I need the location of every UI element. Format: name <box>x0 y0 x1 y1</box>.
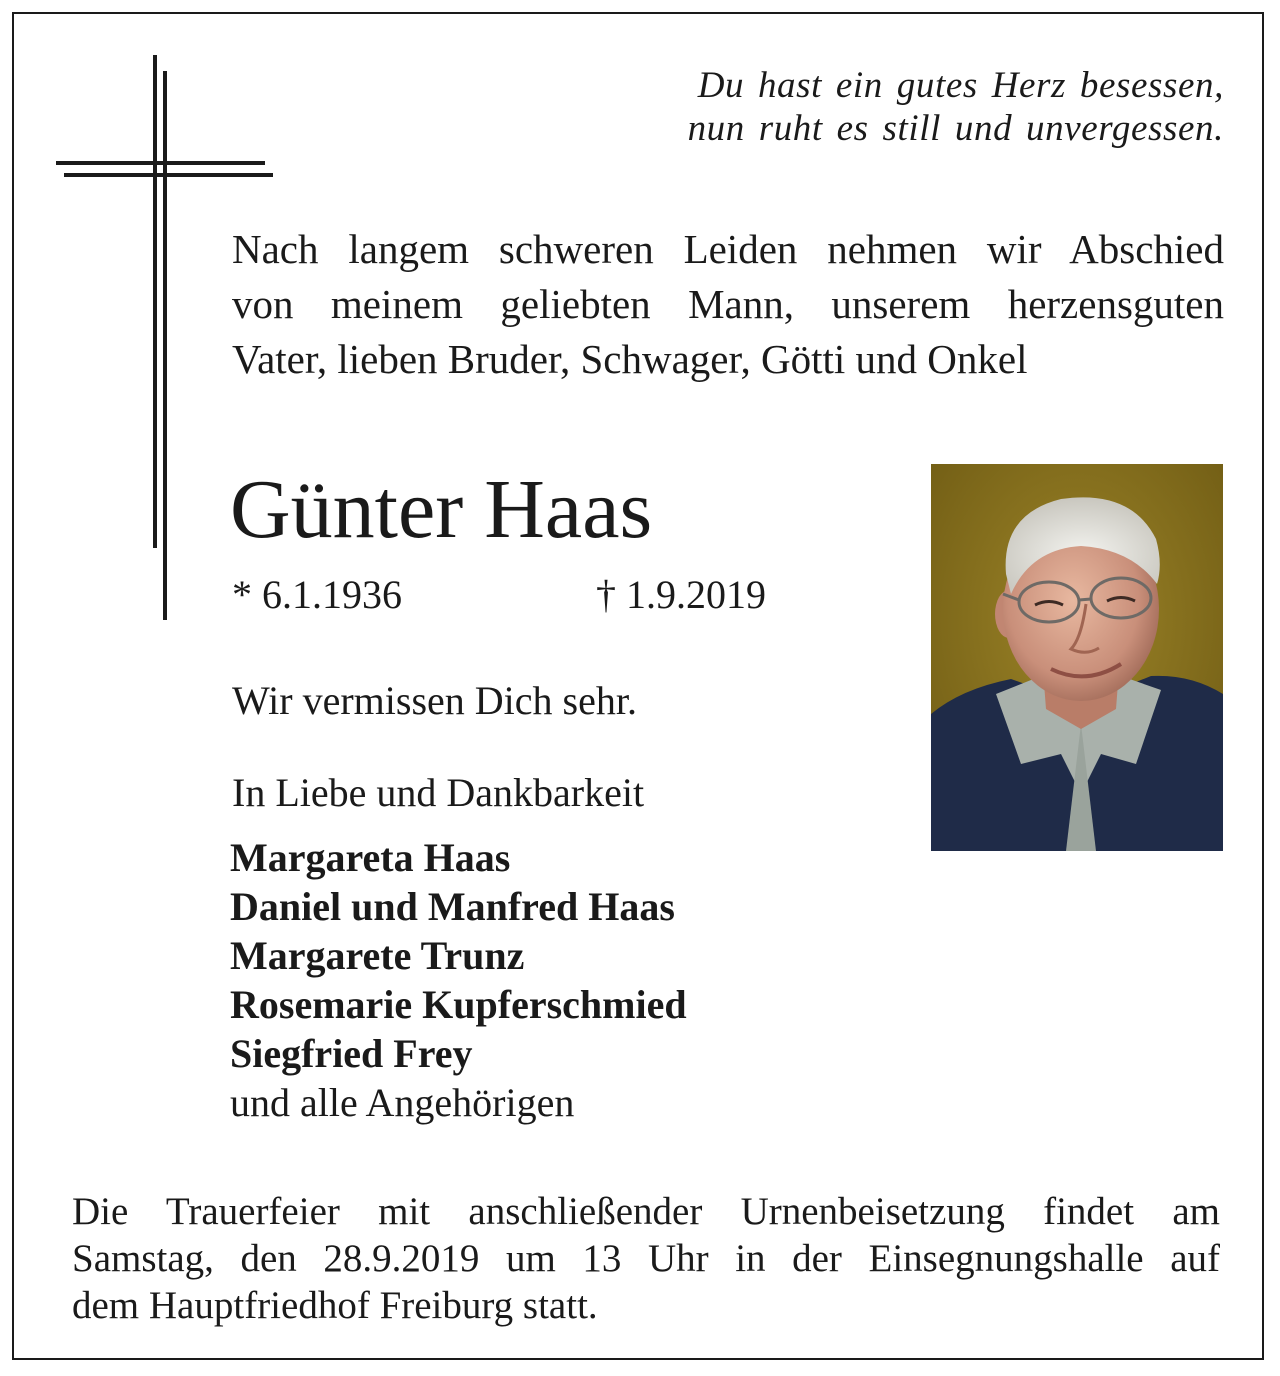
message: Wir vermissen Dich sehr. <box>232 678 637 723</box>
mourner: Margarete Trunz <box>230 933 525 978</box>
verse-line-2: nun ruht es still und unvergessen. <box>687 108 1224 149</box>
mourners-rest: und alle Angehörigen <box>230 1080 575 1125</box>
portrait-photo <box>931 464 1223 851</box>
mourner: Margareta Haas <box>230 835 511 880</box>
mourner: Siegfried Frey <box>230 1031 473 1076</box>
mourners-list <box>230 833 687 1127</box>
service-line-1: Die Trauerfeier mit anschließender Urnenbeisetzung findet am <box>72 1190 1220 1233</box>
deceased-name: Günter Haas <box>230 463 653 556</box>
service-line-3: dem Hauptfriedhof Freiburg statt. <box>72 1284 598 1327</box>
intro-line-2: von meinem geliebten Mann, unserem herzensguten <box>232 281 1224 327</box>
service-line-2: Samstag, den 28.9.2019 um 13 Uhr in der Einsegnungshalle auf <box>72 1237 1220 1280</box>
intro-text <box>232 222 1224 387</box>
verse-line-1: Du hast ein gutes Herz besessen, <box>697 65 1224 106</box>
death-date: † 1.9.2019 <box>596 572 766 617</box>
birth-date: * 6.1.1936 <box>232 572 402 617</box>
intro-line-3: Vater, lieben Bruder, Schwager, Götti und Onkel <box>232 336 1028 382</box>
service-info <box>72 1188 1220 1329</box>
intro-line-1: Nach langem schweren Leiden nehmen wir Abschied <box>232 226 1224 272</box>
verse <box>524 64 1224 150</box>
mourner: Rosemarie Kupferschmied <box>230 982 687 1027</box>
mourner: Daniel und Manfred Haas <box>230 884 675 929</box>
closing: In Liebe und Dankbarkeit <box>232 770 645 815</box>
